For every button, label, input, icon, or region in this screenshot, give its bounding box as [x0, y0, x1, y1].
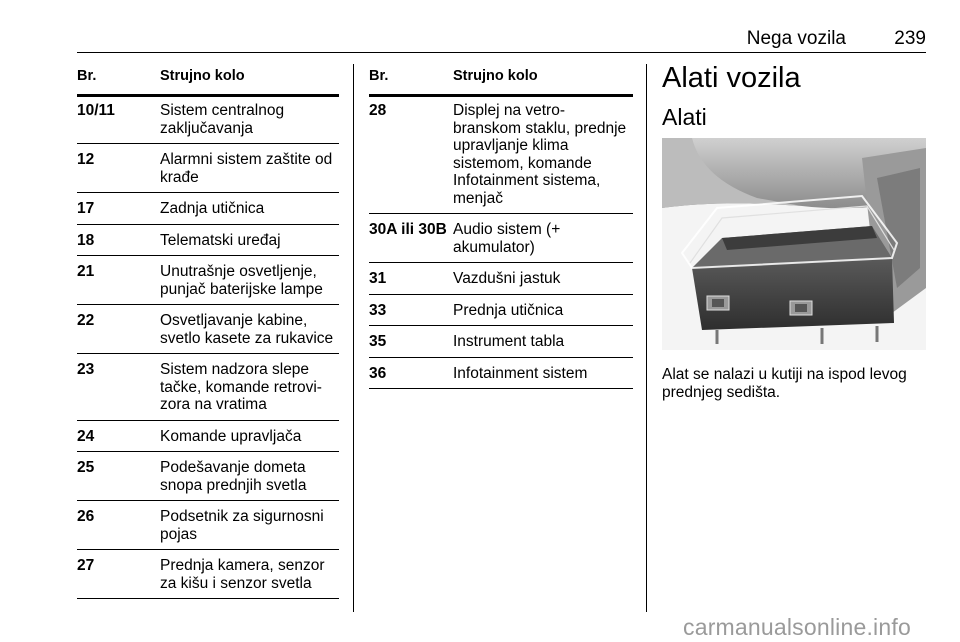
table-row [369, 295, 633, 327]
header-title: Nega vozila [746, 28, 846, 49]
table-row [77, 421, 339, 453]
fuse-table-middle [369, 66, 633, 389]
circuit-description: Osvetljavanje kabine, svetlo kasete za rukavice [160, 312, 334, 347]
fuse-number: 22 [77, 312, 95, 329]
table-row [77, 193, 339, 225]
circuit-description: Podsetnik za sigurnosni pojas [160, 508, 324, 543]
table-row [77, 452, 339, 501]
fuse-number: 31 [369, 270, 387, 287]
table-row [369, 97, 633, 214]
table-row [77, 256, 339, 305]
circuit-description: Telematski uređaj [160, 231, 281, 249]
circuit-description: Vazdušni jastuk [453, 270, 561, 287]
fuse-number: 30A ili 30B [369, 221, 447, 238]
circuit-description: Infotainment sistem [453, 364, 588, 382]
fuse-number: 24 [77, 427, 95, 445]
table-header [77, 66, 339, 97]
table-row [77, 97, 339, 144]
page-number: 239 [894, 28, 926, 49]
table-row [77, 550, 339, 599]
watermark: carmanualsonline.info [683, 614, 911, 640]
table-row [77, 354, 339, 421]
fuse-number: 33 [369, 301, 387, 319]
fuse-number: 27 [77, 557, 95, 574]
fuse-number: 35 [369, 333, 387, 350]
fuse-number: 36 [369, 364, 387, 382]
table-row [77, 501, 339, 550]
table-row [77, 225, 339, 257]
circuit-description: Sistem centralnog zaključavanja [160, 102, 285, 137]
circuit-description: Unutrašnje osvetljenje, punjač baterijske lampe [160, 263, 323, 298]
circuit-description: Instrument tabla [453, 333, 565, 350]
circuit-description: Alarmni sistem zaštite od krađe [160, 151, 333, 186]
column-header-circuit: Strujno kolo [160, 68, 245, 84]
table-row [369, 358, 633, 390]
fuse-table-left [77, 66, 339, 599]
tool-box-under-seat-illustration [662, 138, 926, 350]
circuit-description: Komande upravljača [160, 427, 302, 445]
circuit-description: Audio sistem (+ akumulator) [453, 221, 561, 256]
page-header [77, 26, 926, 53]
column-divider [353, 64, 354, 612]
fuse-number: 25 [77, 459, 95, 476]
circuit-description: Zadnja utičnica [160, 200, 265, 217]
table-row [77, 305, 339, 354]
table-row [369, 326, 633, 358]
fuse-number: 26 [77, 508, 95, 525]
fuse-number: 12 [77, 151, 95, 168]
fuse-number: 28 [369, 102, 387, 119]
fuse-number: 17 [77, 200, 95, 217]
table-row [369, 263, 633, 295]
fuse-number: 21 [77, 263, 95, 280]
column-header-number: Br. [369, 68, 389, 84]
section-subtitle: Alati [662, 104, 707, 130]
table-row [77, 144, 339, 193]
circuit-description: Displej na vetro-branskom staklu, prednje upravljanje klima sistemom, komande Infotainment sistema, menjač [453, 102, 627, 207]
column-header-number: Br. [77, 68, 97, 84]
table-header [369, 66, 633, 97]
circuit-description: Podešavanje dometa snopa prednjih svetla [160, 459, 307, 494]
circuit-description: Prednja kamera, senzor za kišu i senzor svetla [160, 557, 325, 592]
fuse-number: 23 [77, 361, 95, 378]
column-header-circuit: Strujno kolo [453, 68, 538, 84]
circuit-description: Sistem nadzora slepe tačke, komande retrovi-zora na vratima [160, 361, 322, 413]
column-divider [646, 64, 647, 612]
illustration-caption: Alat se nalazi u kutiji na ispod levog prednjeg sedišta. [662, 366, 907, 401]
fuse-number: 18 [77, 231, 95, 249]
fuse-number: 10/11 [77, 102, 115, 119]
circuit-description: Prednja utičnica [453, 301, 564, 319]
section-title: Alati vozila [662, 62, 801, 94]
table-row [369, 214, 633, 263]
